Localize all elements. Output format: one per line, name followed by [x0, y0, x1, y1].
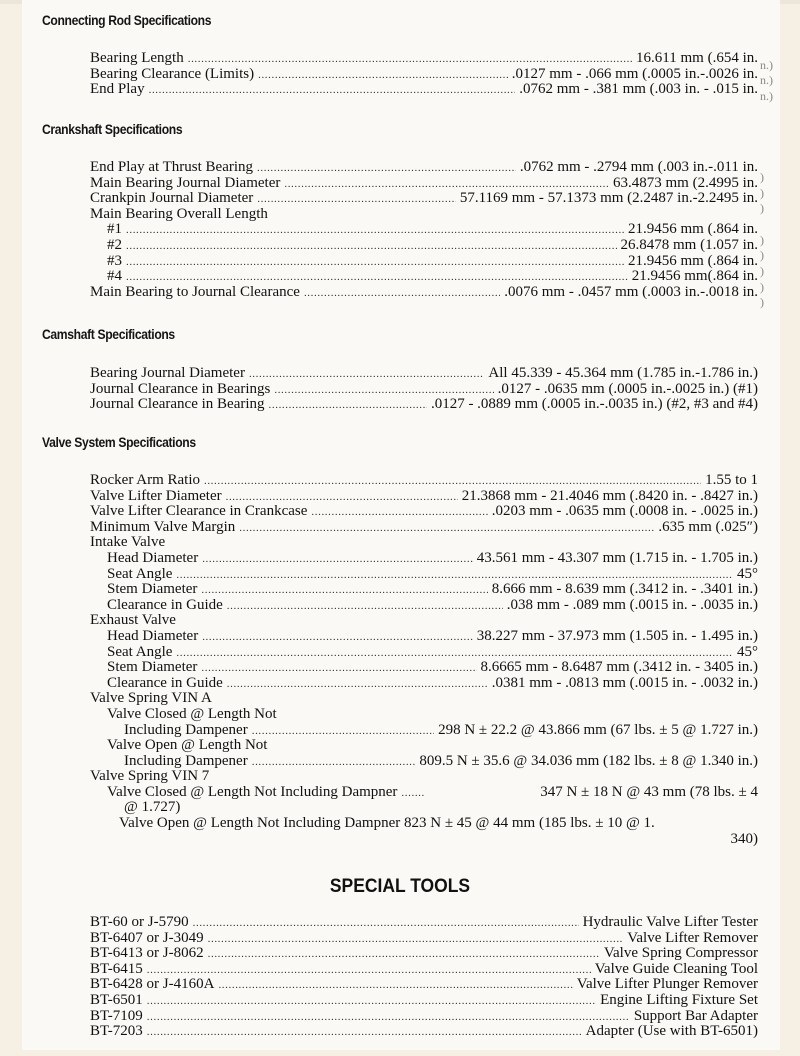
spec-row	[90, 473, 758, 489]
spec-label: Seat Angle	[107, 566, 173, 582]
spec-continuation	[90, 800, 758, 816]
spec-value: .0203 mm - .0635 mm (.0008 in. - .0025 in.)	[491, 504, 758, 520]
spec-label: Including Dampener	[124, 722, 248, 738]
tool-row	[90, 931, 758, 947]
spec-label: #3	[107, 253, 122, 269]
spec-value: All 45.339 - 45.364 mm (1.785 in.-1.786 in.)	[488, 366, 758, 381]
spec-value: 43.561 mm - 43.307 mm (1.715 in. - 1.705 in.)	[476, 550, 758, 566]
leader-dots	[274, 383, 493, 398]
leader-dots	[226, 490, 458, 505]
bleed-through-text: n.)	[760, 73, 773, 87]
leader-dots	[208, 947, 600, 962]
leader-dots	[311, 505, 487, 520]
section-heading-camshaft: Camshaft Specifications	[42, 327, 175, 342]
spec-row	[90, 176, 758, 192]
leader-dots	[126, 239, 617, 254]
camshaft-specs	[90, 366, 758, 413]
spec-row	[90, 816, 758, 832]
spec-label: Journal Clearance in Bearings	[90, 381, 271, 397]
spec-label: Stem Diameter	[107, 582, 198, 598]
spec-value: 8.666 mm - 8.639 mm (.3412 in. - .3401 in.)	[491, 582, 758, 598]
spec-label: Valve Closed @ Length Not Including Dampner	[107, 784, 398, 800]
spec-label: Valve Closed @ Length Not	[107, 706, 277, 722]
spec-value: 21.9456 mm(.864 in.	[631, 269, 758, 285]
bleed-through-text: n.)	[760, 58, 773, 72]
spec-label: #2	[107, 237, 122, 253]
spec-subheading	[90, 613, 758, 629]
leader-dots	[176, 646, 733, 661]
tool-row	[90, 962, 758, 978]
leader-dots	[202, 552, 473, 567]
spec-value: 57.1169 mm - 57.1373 mm (2.2487 in.-2.2495 in.	[459, 191, 758, 207]
spec-value: 1.55 to 1	[705, 473, 758, 488]
spec-subheading	[90, 691, 758, 707]
spec-row	[90, 489, 758, 505]
spec-value-continued: @ 1.727)	[124, 800, 181, 816]
tool-number: BT-6415	[90, 961, 143, 977]
spec-value: .635 mm (.025″)	[658, 519, 758, 535]
spec-value: .0381 mm - .0813 mm (.0015 in. - .0032 in.)	[491, 675, 758, 691]
leader-dots	[227, 677, 488, 692]
leader-dots	[193, 916, 579, 931]
spec-row	[90, 567, 758, 583]
tool-number: BT-6413 or J-8062	[90, 946, 204, 962]
spec-label: Main Bearing to Journal Clearance	[90, 284, 300, 300]
spec-label: Clearance in Guide	[107, 597, 223, 613]
special-tools-list	[90, 915, 758, 1040]
section-heading-valve-system: Valve System Specifications	[42, 435, 196, 450]
tool-row	[90, 1009, 758, 1025]
spec-row	[90, 785, 758, 801]
bleed-through-text: )	[760, 186, 764, 200]
spec-label: Head Diameter	[107, 628, 199, 644]
spec-row	[90, 254, 758, 270]
spec-label: Seat Angle	[107, 644, 173, 660]
tool-name: Valve Guide Cleaning Tool	[594, 961, 758, 977]
spec-label: Including Dampener	[124, 753, 248, 769]
spec-row	[90, 504, 758, 520]
spec-value: 347 N ± 18 N @ 43 mm (78 lbs. ± 4	[540, 784, 758, 800]
spec-label: Minimum Valve Margin	[90, 519, 236, 535]
spec-label: #1	[107, 222, 122, 238]
spec-row	[90, 520, 758, 536]
leader-dots	[269, 398, 427, 413]
spec-row	[90, 222, 758, 238]
leader-dots	[208, 932, 624, 947]
spec-row	[90, 723, 758, 739]
spec-value: .0127 - .0635 mm (.0005 in.-.0025 in.) (#1)	[497, 381, 758, 397]
spec-label: Exhaust Valve	[90, 613, 176, 629]
leader-dots	[304, 286, 500, 301]
bleed-through-text: )	[760, 201, 764, 215]
tool-name: Valve Spring Compressor	[603, 946, 758, 962]
spec-label: Intake Valve	[90, 535, 166, 551]
leader-dots	[218, 978, 572, 993]
bleed-through-text: )	[760, 280, 764, 294]
spec-value: 21.9456 mm (.864 in.	[628, 222, 758, 238]
spec-row	[90, 191, 758, 207]
connecting-rod-specs	[90, 51, 758, 98]
leader-dots	[147, 1010, 630, 1025]
spec-row	[90, 67, 758, 83]
spec-value: 809.5 N ± 35.6 @ 34.036 mm (182 lbs. ± 8 @ 1.340 in.)	[419, 753, 758, 769]
spec-row	[90, 582, 758, 598]
leader-dots	[176, 568, 733, 583]
spec-value: 45°	[737, 566, 758, 582]
tool-row	[90, 915, 758, 931]
leader-dots	[249, 367, 484, 382]
spec-row	[90, 629, 758, 645]
bleed-through-text: )	[760, 264, 764, 278]
spec-value: 8.6665 mm - 8.6487 mm (.3412 in. - 3405 in.)	[480, 660, 758, 676]
leader-dots	[201, 583, 487, 598]
leader-dots	[257, 192, 456, 207]
spec-label: Bearing Clearance (Limits)	[90, 66, 255, 82]
leader-dots	[239, 521, 654, 536]
spec-label: Head Diameter	[107, 550, 199, 566]
tool-number: BT-6501	[90, 992, 143, 1008]
leader-dots	[284, 177, 609, 192]
leader-dots	[149, 83, 516, 98]
bleed-through-text: )	[760, 233, 764, 247]
tool-name: Valve Lifter Plunger Remover	[576, 977, 758, 993]
tool-row	[90, 1024, 758, 1040]
leader-dots	[401, 786, 425, 801]
spec-value: .0762 mm - .2794 mm (.003 in.-.011 in.	[519, 160, 758, 175]
spec-value: .0127 - .0889 mm (.0005 in.-.0035 in.) (#2, #3 and #4)	[430, 397, 758, 413]
spec-subheading	[90, 207, 758, 223]
spec-label: Journal Clearance in Bearing	[90, 397, 265, 413]
spec-value: .038 mm - .089 mm (.0015 in. - .0035 in.)	[506, 597, 758, 613]
leader-dots	[258, 68, 508, 83]
leader-dots	[188, 52, 632, 67]
leader-dots	[202, 630, 473, 645]
spec-label: Valve Spring VIN A	[90, 691, 212, 707]
spec-row	[90, 397, 758, 413]
leader-dots	[227, 599, 503, 614]
section-heading-crankshaft: Crankshaft Specifications	[42, 122, 183, 137]
special-tools-title: SPECIAL TOOLS	[329, 876, 471, 897]
leader-dots	[201, 661, 476, 676]
tool-name: Engine Lifting Fixture Set	[600, 992, 758, 1008]
tool-number: BT-60 or J-5790	[90, 915, 189, 930]
leader-dots	[147, 963, 591, 978]
spec-row	[90, 238, 758, 254]
spec-value: .0076 mm - .0457 mm (.0003 in.-.0018 in.	[504, 284, 758, 300]
spec-value: .0127 mm - .066 mm (.0005 in.-.0026 in.	[511, 66, 758, 82]
spec-row	[90, 366, 758, 382]
leader-dots	[252, 724, 434, 739]
spec-row	[90, 51, 758, 67]
spec-row	[90, 82, 758, 98]
spec-row	[90, 754, 758, 770]
spec-row	[90, 598, 758, 614]
spec-value: 63.4873 mm (2.4995 in.	[613, 175, 758, 191]
spec-subheading	[90, 535, 758, 551]
spec-value: .0762 mm - .381 mm (.003 in. - .015 in.	[519, 82, 758, 98]
spec-row	[90, 676, 758, 692]
spec-label: Bearing Journal Diameter	[90, 366, 245, 381]
valve-system-specs	[90, 473, 758, 847]
tool-name: Hydraulic Valve Lifter Tester	[582, 915, 758, 930]
bleed-through-text: )	[760, 248, 764, 262]
spec-label: Bearing Length	[90, 51, 184, 66]
spec-row	[90, 645, 758, 661]
spec-value-continued: 340)	[730, 831, 758, 847]
spec-label: End Play at Thrust Bearing	[90, 160, 254, 175]
spec-value: 26.8478 mm (1.057 in.	[620, 237, 758, 253]
tool-name: Valve Lifter Remover	[627, 930, 758, 946]
spec-label: End Play	[90, 82, 145, 98]
spec-value: 45°	[737, 644, 758, 660]
spec-label: Valve Lifter Clearance in Crankcase	[90, 504, 308, 520]
bleed-through-text: n.)	[760, 89, 773, 103]
spec-row	[90, 269, 758, 285]
leader-dots	[257, 161, 516, 176]
spec-value: 21.3868 mm - 21.4046 mm (.8420 in. - .8427 in.)	[461, 488, 758, 504]
spec-label: Stem Diameter	[107, 660, 198, 676]
spec-value: 38.227 mm - 37.973 mm (1.505 in. - 1.495 in.)	[476, 628, 758, 644]
leader-dots	[126, 223, 624, 238]
spec-continuation	[90, 832, 758, 848]
spec-label: Valve Spring VIN 7	[90, 769, 210, 785]
crankshaft-specs	[90, 160, 758, 300]
tool-name: Support Bar Adapter	[633, 1008, 758, 1024]
tool-number: BT-6428 or J-4160A	[90, 977, 215, 993]
tool-name: Adapter (Use with BT-6501)	[585, 1024, 758, 1040]
leader-dots	[147, 1025, 582, 1040]
spec-row	[90, 551, 758, 567]
spec-row	[90, 285, 758, 301]
spec-value: 16.611 mm (.654 in.	[636, 51, 758, 66]
tool-number: BT-6407 or J-3049	[90, 930, 204, 946]
spec-value: 298 N ± 22.2 @ 43.866 mm (67 lbs. ± 5 @ 1.727 in.)	[438, 722, 758, 738]
bleed-through-text: )	[760, 170, 764, 184]
leader-dots	[126, 255, 624, 270]
spec-label: Valve Open @ Length Not	[107, 738, 268, 754]
spec-label: Clearance in Guide	[107, 675, 223, 691]
section-heading-connecting-rod: Connecting Rod Specifications	[42, 13, 212, 28]
leader-dots	[126, 270, 628, 285]
spec-label: Rocker Arm Ratio	[90, 473, 200, 488]
spec-subheading	[90, 707, 758, 723]
tool-row	[90, 977, 758, 993]
spec-row	[90, 660, 758, 676]
leader-dots	[147, 994, 596, 1009]
spec-label: Valve Lifter Diameter	[90, 488, 222, 504]
spec-row	[90, 382, 758, 398]
tool-row	[90, 993, 758, 1009]
spec-value: 21.9456 mm (.864 in.	[628, 253, 758, 269]
tool-row	[90, 946, 758, 962]
spec-label: Crankpin Journal Diameter	[90, 191, 254, 207]
spec-text: Valve Open @ Length Not Including Dampner 823 N ± 45 @ 44 mm (185 lbs. ± 10 @ 1.	[119, 816, 655, 832]
tool-number: BT-7109	[90, 1008, 143, 1024]
bleed-through-text: )	[760, 295, 764, 309]
spec-subheading	[90, 769, 758, 785]
spec-subheading	[90, 738, 758, 754]
spec-label: #4	[107, 269, 122, 285]
spec-label: Main Bearing Overall Length	[90, 206, 268, 222]
spec-row	[90, 160, 758, 176]
leader-dots	[252, 755, 416, 770]
spec-label: Main Bearing Journal Diameter	[90, 175, 281, 191]
leader-dots	[204, 474, 701, 489]
tool-number: BT-7203	[90, 1024, 143, 1040]
